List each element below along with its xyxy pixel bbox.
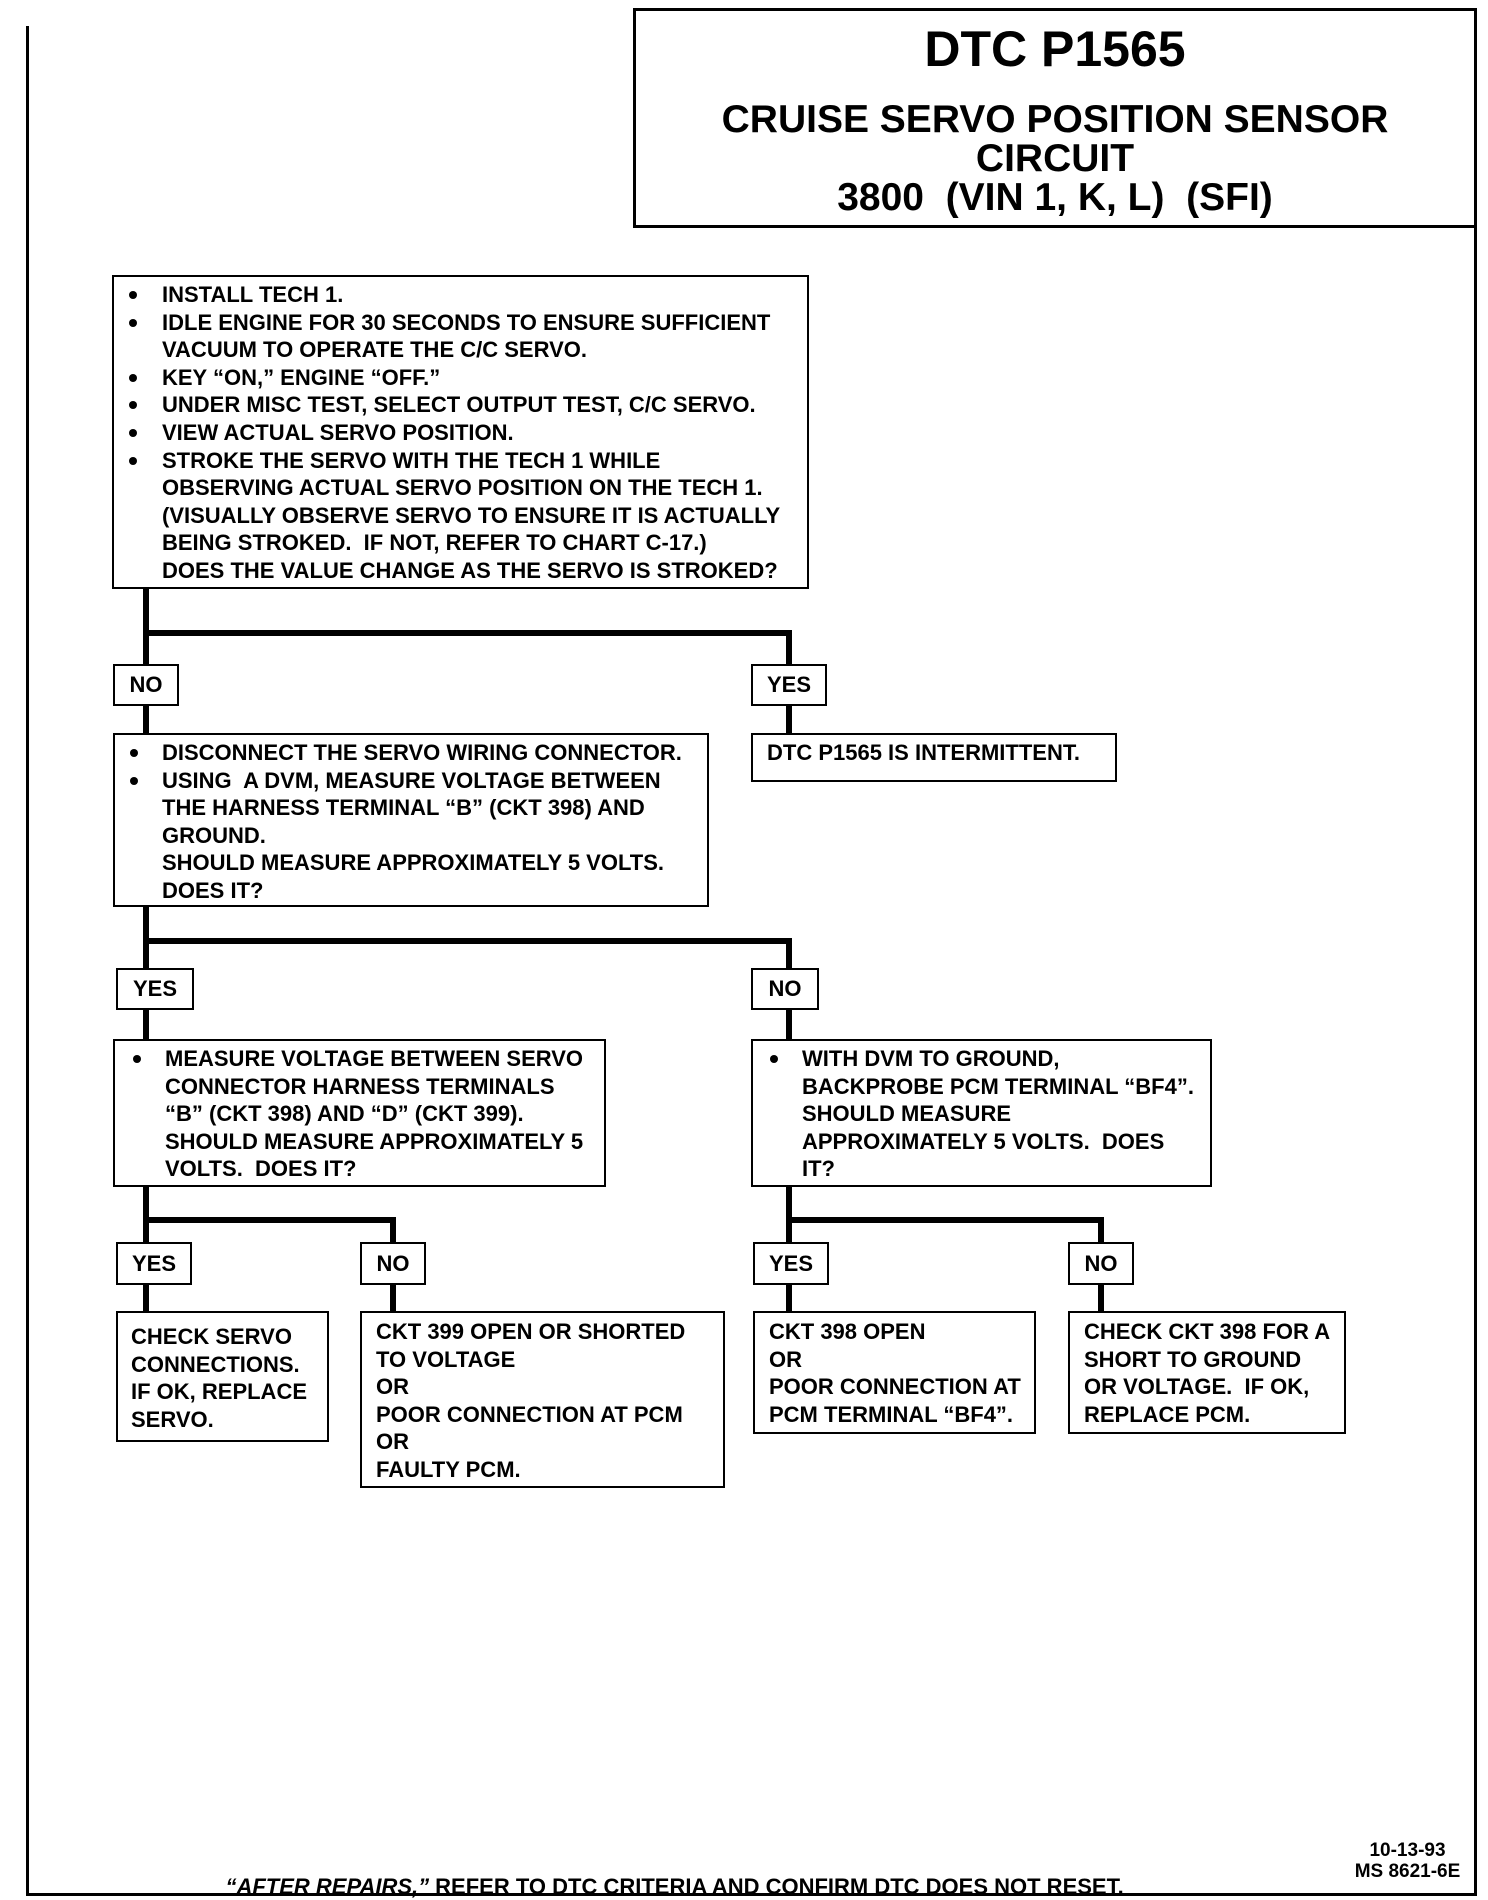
step-3-yes-path-line: “B” (CKT 398) AND “D” (CKT 399). — [165, 1101, 524, 1127]
step-1-line: (VISUALLY OBSERVE SERVO TO ENSURE IT IS ACTUALLY — [162, 502, 781, 528]
result-ckt-398-short-box — [1068, 1311, 1346, 1434]
step-1-line: INSTALL TECH 1. — [162, 282, 344, 307]
footer-instruction: REFER TO DTC CRITERIA AND CONFIRM DTC DOES NOT RESET. — [435, 1874, 1124, 1899]
connector-line — [143, 706, 149, 733]
connector-line — [786, 1010, 792, 1039]
title-box-top — [633, 8, 1477, 11]
step-2-item — [115, 767, 707, 905]
page-border-right — [1474, 8, 1477, 1896]
step-1-item — [114, 281, 807, 309]
connector-line — [143, 1187, 149, 1242]
result-line: PCM TERMINAL “BF4”. — [769, 1401, 1014, 1427]
document-number: MS 8621-6E — [1354, 1861, 1461, 1882]
result-line: SHORT TO GROUND — [1084, 1346, 1302, 1372]
connector-line — [143, 1010, 149, 1039]
step-1-line: KEY “ON,” ENGINE “OFF.” — [162, 364, 441, 390]
step-1-line: STROKE THE SERVO WITH THE TECH 1 WHILE — [162, 447, 661, 473]
footer-note — [201, 1851, 1124, 1900]
step-3-no-path-line: WITH DVM TO GROUND, — [802, 1046, 1060, 1071]
result-intermittent-box — [751, 733, 1117, 782]
dtc-code: DTC P1565 — [924, 21, 1186, 77]
result-intermittent-line: DTC P1565 IS INTERMITTENT. — [767, 740, 1080, 765]
result-line: OR — [769, 1346, 802, 1372]
bullet-icon — [129, 457, 137, 465]
step-3-no-path-line: BACKPROBE PCM TERMINAL “BF4”. — [802, 1073, 1194, 1099]
step-1-line: OBSERVING ACTUAL SERVO POSITION ON THE TECH 1. — [162, 475, 763, 501]
result-line: POOR CONNECTION AT — [769, 1374, 1021, 1400]
step-3-yes-path-line: CONNECTOR HARNESS TERMINALS — [165, 1073, 555, 1099]
step-3-yes-path-question: VOLTS. DOES IT? — [165, 1156, 357, 1182]
result-line: CONNECTIONS. — [131, 1351, 300, 1377]
step-1-item — [114, 309, 807, 364]
step-2-line: THE HARNESS TERMINAL “B” (CKT 398) AND — [162, 795, 645, 821]
document-date: 10-13-93 — [1369, 1840, 1446, 1861]
connector-line — [143, 938, 792, 944]
step-1-line: IDLE ENGINE FOR 30 SECONDS TO ENSURE SUFFICIENT — [162, 309, 771, 335]
result-line: CKT 399 OPEN OR SHORTED — [376, 1319, 686, 1344]
connector-line — [390, 1285, 396, 1311]
step-3-no-path-box — [751, 1039, 1212, 1187]
result-ckt-399-box — [360, 1311, 725, 1488]
result-line: CHECK SERVO — [131, 1324, 292, 1349]
connector-line — [143, 1285, 149, 1311]
connector-line — [786, 1285, 792, 1311]
step-2-no-label: NO — [751, 968, 819, 1010]
connector-line — [786, 706, 792, 733]
document-id-block — [1345, 1840, 1470, 1882]
result-line: SERVO. — [131, 1406, 214, 1432]
step-3-yes-path-line: SHOULD MEASURE APPROXIMATELY 5 — [165, 1128, 584, 1154]
result-line: FAULTY PCM. — [376, 1456, 521, 1482]
bullet-icon — [133, 1055, 141, 1063]
step-3-yes-path-no-label: NO — [360, 1242, 426, 1285]
bullet-icon — [130, 777, 138, 785]
connector-line — [786, 1187, 792, 1242]
step-3-yes-path-box — [113, 1039, 606, 1187]
connector-line — [143, 630, 792, 636]
bullet-icon — [129, 374, 137, 382]
connector-line — [143, 1217, 396, 1223]
result-check-servo-box — [116, 1311, 329, 1442]
step-3-no-path-yes-label: YES — [753, 1242, 829, 1285]
step-3-no-path-question: IT? — [802, 1156, 835, 1182]
step-3-yes-path-line: MEASURE VOLTAGE BETWEEN SERVO — [165, 1046, 584, 1071]
step-1-line: VIEW ACTUAL SERVO POSITION. — [162, 419, 514, 445]
step-1-question: DOES THE VALUE CHANGE AS THE SERVO IS STROKED? — [162, 557, 778, 583]
result-line: IF OK, REPLACE — [131, 1379, 308, 1405]
step-2-question: DOES IT? — [162, 877, 264, 903]
bullet-icon — [770, 1055, 778, 1063]
result-line: POOR CONNECTION AT PCM — [376, 1401, 683, 1427]
bullet-icon — [129, 401, 137, 409]
connector-line — [143, 589, 149, 664]
step-1-box — [112, 275, 809, 589]
bullet-icon — [130, 749, 138, 757]
step-2-yes-label: YES — [116, 968, 194, 1010]
step-1-no-label: NO — [113, 664, 179, 706]
result-line: OR VOLTAGE. IF OK, — [1084, 1374, 1310, 1400]
title-line-2: CIRCUIT — [975, 137, 1135, 180]
bullet-icon — [129, 319, 137, 327]
bullet-icon — [129, 291, 137, 299]
title-box-bottom — [633, 225, 1477, 228]
step-1-item — [114, 364, 807, 392]
step-3-yes-path-item — [115, 1045, 604, 1183]
step-2-box — [113, 733, 709, 907]
title-line-3: 3800 (VIN 1, K, L) (SFI) — [837, 176, 1273, 219]
connector-line — [786, 938, 792, 968]
result-ckt-398-open-box — [753, 1311, 1036, 1434]
step-3-no-path-no-label: NO — [1068, 1242, 1134, 1285]
step-1-line: UNDER MISC TEST, SELECT OUTPUT TEST, C/C SERVO. — [162, 392, 756, 418]
step-1-line: BEING STROKED. IF NOT, REFER TO CHART C-17.) — [162, 530, 707, 556]
step-3-no-path-item — [753, 1045, 1210, 1183]
after-repairs-label: “AFTER REPAIRS,” — [225, 1874, 430, 1899]
connector-line — [390, 1217, 396, 1242]
step-1-item — [114, 419, 807, 447]
result-line: REPLACE PCM. — [1084, 1401, 1251, 1427]
result-line: OR — [376, 1429, 409, 1455]
step-1-yes-label: YES — [751, 664, 827, 706]
step-3-no-path-line: SHOULD MEASURE — [802, 1101, 1012, 1127]
step-2-line: GROUND. — [162, 822, 266, 848]
step-2-item — [115, 739, 707, 767]
connector-line — [786, 1217, 1104, 1223]
connector-line — [1098, 1285, 1104, 1311]
step-3-no-path-line: APPROXIMATELY 5 VOLTS. DOES — [802, 1128, 1165, 1154]
step-2-line: SHOULD MEASURE APPROXIMATELY 5 VOLTS. — [162, 850, 664, 876]
page-border-left — [26, 26, 29, 1896]
result-line: CHECK CKT 398 FOR A — [1084, 1319, 1331, 1344]
step-3-yes-path-yes-label: YES — [116, 1242, 192, 1285]
result-line: TO VOLTAGE — [376, 1346, 516, 1372]
step-1-line: VACUUM TO OPERATE THE C/C SERVO. — [162, 337, 587, 363]
step-1-item — [114, 391, 807, 419]
bullet-icon — [129, 429, 137, 437]
connector-line — [786, 630, 792, 664]
result-line: CKT 398 OPEN — [769, 1319, 926, 1344]
step-2-line: DISCONNECT THE SERVO WIRING CONNECTOR. — [162, 740, 682, 765]
connector-line — [1098, 1217, 1104, 1242]
result-line: OR — [376, 1374, 409, 1400]
step-1-item — [114, 447, 807, 585]
title-line-1: CRUISE SERVO POSITION SENSOR — [721, 98, 1389, 141]
step-2-line: USING A DVM, MEASURE VOLTAGE BETWEEN — [162, 767, 661, 793]
